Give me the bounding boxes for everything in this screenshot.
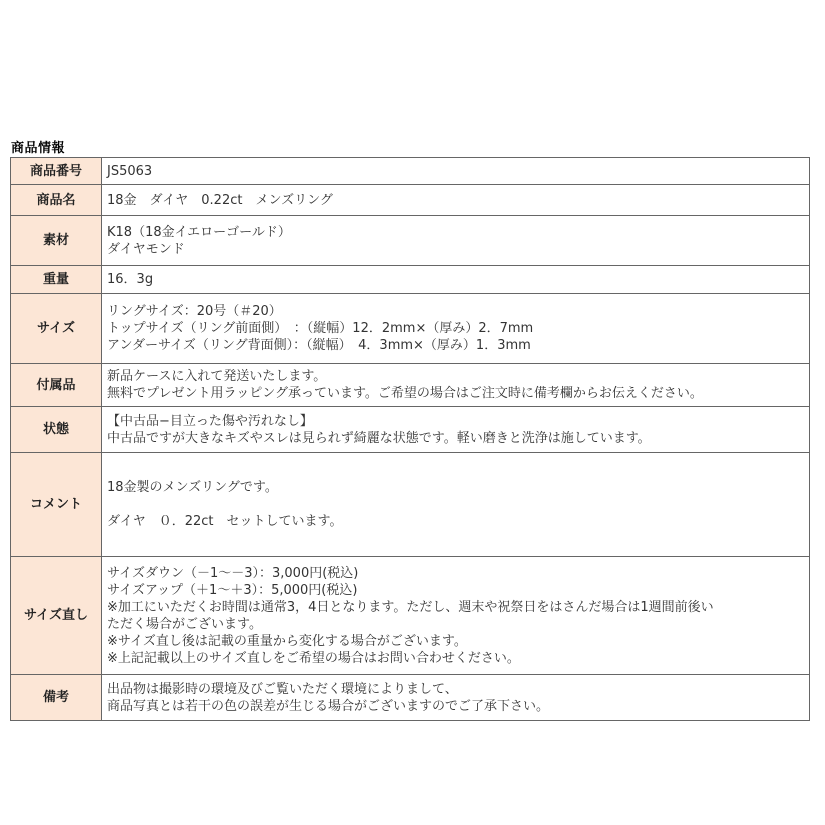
- size-adjustment-line: サイズダウン（－1～－3）：3,000円(税込): [107, 565, 359, 581]
- row-size: [11, 294, 810, 364]
- label-product-name: 商品名: [11, 185, 102, 216]
- label-accessories: 付属品: [11, 364, 102, 407]
- label-remarks: 備考: [11, 675, 102, 721]
- section-title: 商品情報: [11, 141, 66, 156]
- row-remarks: [11, 675, 810, 721]
- value-condition: [102, 407, 810, 453]
- comment-line: ダイヤ ０．22ct セットしています。: [107, 514, 343, 529]
- weight-text: 16．3g: [107, 272, 154, 287]
- row-weight: [11, 266, 810, 294]
- label-comment: コメント: [11, 453, 102, 557]
- value-product-number: [102, 158, 810, 185]
- value-comment: [102, 453, 810, 557]
- size-line: リングサイズ：20号（＃20）: [107, 304, 282, 319]
- accessories-line: 新品ケースに入れて発送いたします。: [107, 369, 327, 384]
- product-name-text: 18金 ダイヤ 0.22ct メンズリング: [107, 192, 333, 208]
- material-line: ダイヤモンド: [107, 241, 185, 257]
- row-accessories: [11, 364, 810, 407]
- size-adjustment-line: サイズアップ（＋1～＋3）：5,000円(税込): [107, 582, 358, 598]
- product-number-text: JS5063: [107, 163, 153, 179]
- label-material: 素材: [11, 216, 102, 266]
- condition-line: 【中古品−目立った傷や汚れなし】: [107, 413, 313, 429]
- accessories-line: 無料でプレゼント用ラッピング承っています。ご希望の場合はご注文時に備考欄からお伝えください。: [107, 386, 703, 401]
- value-accessories: [102, 364, 810, 407]
- size-adjustment-line: ただく場合がございます。: [107, 616, 262, 632]
- material-line: K18（18金イエローゴールド）: [107, 224, 291, 240]
- product-info-table: [10, 157, 810, 721]
- row-condition: [11, 407, 810, 453]
- value-remarks: [102, 675, 810, 721]
- row-size-adjustment: [11, 557, 810, 675]
- value-size-adjustment: [102, 557, 810, 675]
- label-product-number: 商品番号: [11, 158, 102, 185]
- label-condition: 状態: [11, 407, 102, 453]
- condition-line: 中古品ですが大きなキズやスレは見られず綺麗な状態です。軽い磨きと洗浄は施しています。: [107, 430, 651, 446]
- label-size-adjustment: サイズ直し: [11, 557, 102, 675]
- row-product-number: [11, 158, 810, 185]
- value-material: [102, 216, 810, 266]
- row-product-name: [11, 185, 810, 216]
- size-line: トップサイズ（リング前面側） ：（縦幅）12．2mm×（厚み）2．7mm: [107, 321, 534, 336]
- label-size: サイズ: [11, 294, 102, 364]
- value-size: [102, 294, 810, 364]
- value-weight: [102, 266, 810, 294]
- size-line: アンダーサイズ（リング背面側）：（縦幅） 4．3mm×（厚み）1．3mm: [107, 338, 531, 353]
- value-product-name: [102, 185, 810, 216]
- row-comment: [11, 453, 810, 557]
- size-adjustment-line: ※加工にいただくお時間は通常3，4日となります。ただし、週末や祝祭日をはさんだ場合は1週間前後い: [107, 599, 714, 615]
- remarks-line: 商品写真とは若干の色の誤差が生じる場合がございますのでご了承下さい。: [107, 698, 550, 714]
- row-material: [11, 216, 810, 266]
- comment-line: 18金製のメンズリングです。: [107, 480, 278, 495]
- remarks-line: 出品物は撮影時の環境及びご覧いただく環境によりまして、: [107, 681, 458, 697]
- size-adjustment-line: ※上記記載以上のサイズ直しをご希望の場合はお問い合わせください。: [107, 650, 520, 666]
- label-weight: 重量: [11, 266, 102, 294]
- size-adjustment-line: ※サイズ直し後は記載の重量から変化する場合がございます。: [107, 633, 467, 649]
